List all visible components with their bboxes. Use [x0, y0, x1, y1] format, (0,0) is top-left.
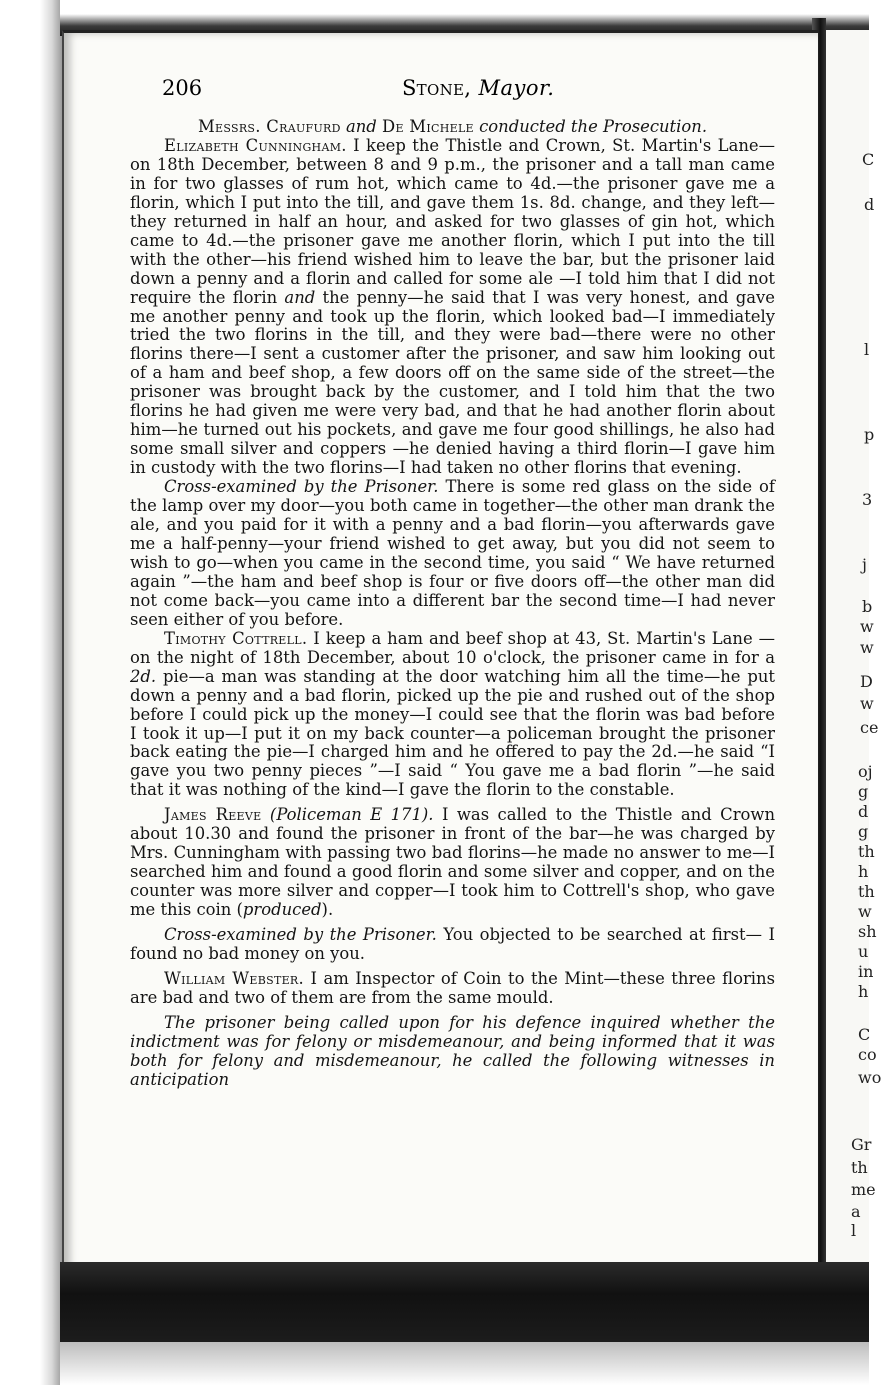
fragment: sh — [858, 922, 877, 941]
emphasis: and — [284, 287, 316, 307]
page-number: 206 — [162, 76, 203, 100]
running-head — [402, 76, 554, 100]
fragment: u — [858, 942, 869, 961]
scan-left-margin — [0, 0, 62, 1385]
fragment: w — [858, 902, 872, 921]
fragment: in — [858, 962, 874, 981]
fragment: oj — [858, 762, 873, 781]
fragment: d — [864, 195, 875, 214]
testimony-cottrell — [130, 630, 775, 801]
prosecution-note: conducted the Prosecution. — [479, 117, 708, 136]
prosecution-line — [130, 118, 775, 137]
fragment: h — [858, 982, 869, 1001]
adjacent-page-edge — [826, 30, 881, 1265]
witness-name: Timothy Cottrell. — [164, 628, 308, 648]
witness-name: Elizabeth Cunningham. — [164, 135, 347, 155]
emphasis: 2d. — [130, 666, 157, 686]
emphasis: produced — [242, 900, 322, 920]
fragment: l — [864, 340, 870, 359]
body-text — [130, 118, 775, 1090]
cross-exam-label: Cross-examined by the Prisoner. — [164, 925, 437, 945]
fragment: j — [862, 555, 867, 574]
scan-bottom-edge — [60, 1262, 869, 1342]
testimony-text: pie—a man was standing at the door watching him all the time—he put down a penny and a bad florin, picked up the pie and rushed out of the shop before I could pick up the money—I could see that the florin was bad before I took it up—I put it on my back counter—a policeman brought the prisoner back eating the pie—I charged him and he offered to pay the 2d.—he said “I gave you two penny pieces ”—I said “ You gave me a bad florin ”—he said that it was nothing of the kind—I gave the florin to the constable. — [130, 666, 775, 800]
testimony-text: I keep a ham and beef shop at 43, St. Martin's Lane —on the night of 18th December, about 10 o'clock, the prisoner came in for a — [130, 628, 775, 667]
fragment: h — [858, 862, 869, 881]
fragment: ce — [860, 718, 879, 737]
fragment: g — [858, 782, 869, 801]
scan-bottom-margin — [60, 1342, 869, 1385]
fragment: d — [858, 802, 869, 821]
fragment: Gr — [851, 1135, 872, 1154]
fragment: C — [858, 1025, 871, 1044]
fragment: me — [851, 1180, 876, 1199]
witness-role: (Policeman E 171). — [269, 805, 434, 825]
fragment: wo — [858, 1068, 881, 1087]
witness-name: William Webster. — [164, 968, 305, 988]
cross-examination-cunningham — [130, 478, 775, 630]
page-header — [162, 76, 762, 106]
fragment: 3 — [862, 490, 873, 509]
conjunction: and — [345, 117, 377, 136]
testimony-text: I was called to the Thistle and Crown about 10.30 and found the prisoner in front of the bar—he was charged by Mrs. Cunningham with passing two bad florins—he made no answer to me—I searched him and found a good florin and some silver and copper, and on the counter was more silver and copper—I took him to Cottrell's shop, who gave me this coin ( — [130, 805, 776, 920]
fragment: D — [860, 672, 873, 691]
testimony-reeve — [130, 806, 775, 920]
counsel-name: Messrs. Craufurd — [197, 117, 341, 136]
fragment: th — [851, 1158, 868, 1177]
fragment: a l — [851, 1202, 861, 1240]
running-head-name: Stone, — [402, 76, 472, 100]
fragment: C — [862, 150, 875, 169]
fragment: w — [860, 638, 874, 657]
testimony-cunningham — [130, 137, 775, 478]
testimony-text: I keep the Thistle and Crown, St. Martin's Lane—on 18th December, between 8 and 9 p.m., the prisoner and a tall man came in for two glasses of rum hot, which came to 4d.—the prisoner gave me a florin, which I put into the till, and gave them 1s. 8d. change, and they left—they returned in half an hour, and asked for two glasses of gin hot, which came to 4d.—the prisoner gave me another florin, which I put into the till with the other—his friend wished him to leave the bar, but the prisoner laid down a penny and a florin and called for some ale —I told him that I did not require the florin — [130, 135, 775, 307]
running-head-title: Mayor. — [478, 76, 555, 100]
cross-exam-label: Cross-examined by the Prisoner. — [164, 477, 439, 497]
testimony-text: You objected to be searched at first— I found no bad money on you. — [130, 925, 775, 963]
testimony-text: I am Inspector of Coin to the Mint—these three florins are bad and two of them are from the same mould. — [130, 968, 776, 1007]
fragment: th — [858, 842, 875, 861]
witness-name: James Reeve — [164, 805, 262, 825]
fragment: g — [858, 822, 869, 841]
defence-note: The prisoner being called upon for his defence inquired whether the indictment was for felony or misdemeanour, and being informed that it was both for felony and misdemeanour, he called the following witnesses in anticipation — [130, 1012, 775, 1089]
testimony-text: There is some red glass on the side of the lamp over my door—you both came in together—the other man drank the ale, and you paid for it with a penny and a bad florin—you afterwards gave me a half-penny—your friend wished to get away, but you did not seem to wish to go—when you came in the second time, you said “ We have returned again ”—the ham and beef shop is four or five doors off—the other man did not come back—you came into a different bar the second time—I had never seen either of you before. — [130, 477, 775, 629]
testimony-text: ). — [321, 900, 334, 920]
fragment: w — [860, 694, 874, 713]
fragment: b — [862, 597, 873, 616]
fragment: th — [858, 882, 875, 901]
testimony-text: the penny—he said that I was very honest, and gave me another penny and took up the florin, which looked bad—I immediately tried the two florins in the till, and they were bad—there were no other florins there—I sent a customer after the prisoner, and saw him looking out of a ham and beef shop, a few doors off on the same side of the street—the prisoner was brought back by the customer, and I told him that the two florins he had given me were very bad, and that he had another florin about him—he turned out his pockets, and gave me four good shillings, he also had some small silver and coppers —he denied having a third florin—I gave him in custody with the two florins—I had taken no other florins that evening. — [130, 287, 775, 478]
fragment: p — [864, 425, 875, 444]
cross-examination-reeve — [130, 926, 775, 964]
counsel-name: De Michele — [382, 117, 474, 136]
fragment: w — [860, 617, 874, 636]
fragment: co — [858, 1045, 877, 1064]
testimony-webster — [130, 970, 775, 1008]
